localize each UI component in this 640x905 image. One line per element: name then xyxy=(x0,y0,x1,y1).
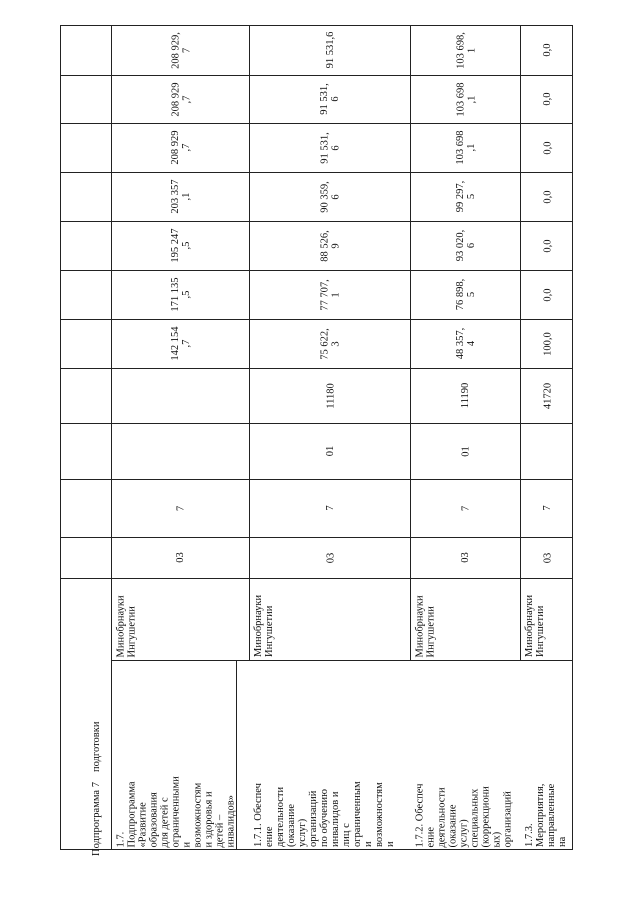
row-rule xyxy=(60,221,573,222)
cell-pr xyxy=(115,426,246,476)
cell-csr xyxy=(115,371,246,420)
cell-rz: 7 xyxy=(175,505,186,511)
col-rule xyxy=(249,578,250,660)
row-rule xyxy=(111,660,573,661)
cell-name: 1.7. Подпрограмма «Развитие образования для детей с ограниченными и возможностям и здоровья и детей – инвалидов» xyxy=(115,775,236,847)
cell-v2025: 91 531, 6 xyxy=(319,83,341,115)
program-label: Подпрограмма 7 xyxy=(91,782,102,856)
cell-executor: Минобрнауки Ингушетии xyxy=(253,594,275,657)
cell-v2025: 103 698 ,1 xyxy=(454,81,477,117)
cell-name: 1.7.3. Мероприятия, направленные на xyxy=(524,783,568,847)
cell-v2021: 171 135 ,5 xyxy=(169,277,192,312)
cell-pr xyxy=(524,426,570,476)
row-rule xyxy=(60,172,573,173)
col-rule xyxy=(410,578,411,660)
cell-v2024: 0,0 xyxy=(541,140,553,155)
cell-csr: 41720 xyxy=(541,382,553,409)
cell-v2022: 88 526, 9 xyxy=(319,229,341,262)
row-rule xyxy=(60,123,573,124)
cell-v2021: 0,0 xyxy=(541,287,553,302)
cell-executor: Минобрнауки Ингушетии xyxy=(115,594,137,657)
cell-v2021: 77 707, 1 xyxy=(319,278,341,311)
cell-v2023: 99 297, 5 xyxy=(454,180,477,213)
cell-v2021: 76 898, 5 xyxy=(454,278,477,311)
cell-v2025: 208 929 ,7 xyxy=(169,81,192,117)
cell-total: 208 929, 7 xyxy=(169,31,192,69)
cell-v2020: 48 357, 4 xyxy=(454,327,477,360)
col-rule xyxy=(520,25,521,660)
header-fragment: подготовки xyxy=(91,721,102,772)
col-rule xyxy=(111,25,112,850)
cell-total: 103 698, 1 xyxy=(454,31,477,69)
row-rule xyxy=(60,423,573,424)
cell-v2023: 203 357 ,1 xyxy=(169,179,192,214)
cell-name: 1.7.2. Обеспеч ение деятельности (оказание услуг) специальных (коррекциони ых) организаций xyxy=(414,783,513,847)
cell-csr: 11190 xyxy=(460,382,471,409)
cell-v2022: 195 247 ,5 xyxy=(169,228,192,263)
cell-grbs: 03 xyxy=(175,552,186,563)
cell-grbs: 03 xyxy=(324,552,336,563)
cell-rz: 7 xyxy=(324,505,336,511)
cell-v2020: 75 622, 3 xyxy=(319,327,341,360)
row-rule xyxy=(60,75,573,76)
cell-executor: Минобрнауки Ингушетии xyxy=(414,594,436,657)
col-rule xyxy=(410,25,411,660)
row-rule xyxy=(60,368,573,369)
cell-grbs: 03 xyxy=(460,552,471,563)
cell-grbs: 03 xyxy=(541,552,553,563)
col-rule xyxy=(249,25,250,660)
row-rule xyxy=(60,479,573,480)
cell-v2023: 90 359, 6 xyxy=(319,180,341,213)
cell-rz: 7 xyxy=(460,505,471,511)
cell-v2020: 100,0 xyxy=(541,331,553,356)
cell-total: 91 531,6 xyxy=(324,31,336,69)
cell-name: 1.7.1. Обеспеч ение деятельности (оказание услуг) организаций по обучению инвалидов и лиц с ограниченным и возможностям и xyxy=(253,781,396,847)
cell-executor: Минобрнауки Ингушетии xyxy=(524,594,546,657)
cell-v2024: 103 698 ,1 xyxy=(454,130,477,165)
cell-v2025: 0,0 xyxy=(541,92,553,106)
cell-total: 0,0 xyxy=(541,43,553,57)
cell-v2022: 0,0 xyxy=(541,238,553,253)
row-rule xyxy=(60,270,573,271)
cell-pr: 01 xyxy=(460,445,471,457)
col-rule xyxy=(520,578,521,660)
cell-v2024: 208 929 ,7 xyxy=(169,130,192,165)
row-rule xyxy=(60,319,573,320)
cell-v2023: 0,0 xyxy=(541,189,553,204)
cell-csr: 11180 xyxy=(324,382,336,409)
cell-rz: 7 xyxy=(541,505,553,511)
row-rule xyxy=(60,578,573,579)
cell-v2024: 91 531, 6 xyxy=(319,131,341,164)
cell-v2022: 93 020, 6 xyxy=(454,229,477,262)
cell-pr: 01 xyxy=(324,445,336,457)
row-rule xyxy=(60,537,573,538)
cell-v2020: 142 154 ,7 xyxy=(169,326,192,361)
